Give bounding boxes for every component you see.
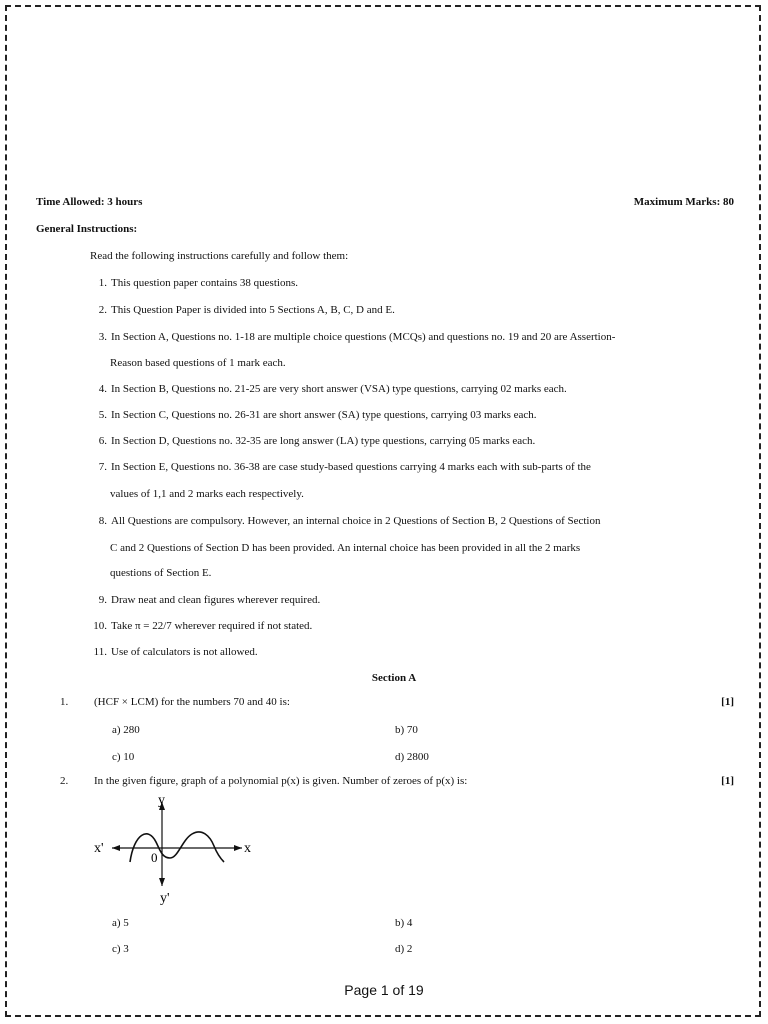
option-b[interactable]: b) 70 <box>395 724 418 736</box>
instruction-item <box>89 331 615 343</box>
instruction-number: 3. <box>98 331 107 343</box>
instruction-item <box>89 461 591 473</box>
instruction-number: 9. <box>98 594 107 606</box>
question-marks: [1] <box>721 775 734 787</box>
instruction-text-continued: values of 1,1 and 2 marks each respectively. <box>110 488 304 500</box>
option-a[interactable]: a) 5 <box>112 917 129 929</box>
option-d[interactable]: d) 2 <box>395 943 413 955</box>
instruction-number: 5. <box>98 409 107 421</box>
question-text: In the given figure, graph of a polynomial p(x) is given. Number of zeroes of p(x) is: <box>94 775 468 787</box>
option-c[interactable]: c) 10 <box>112 751 135 763</box>
instruction-item <box>89 409 537 421</box>
polynomial-graph-figure <box>90 790 270 908</box>
x-label: x <box>244 841 251 856</box>
instruction-item <box>89 646 258 658</box>
instruction-text: In Section D, Questions no. 32-35 are long answer (LA) type questions, carrying 05 marks each. <box>111 435 536 447</box>
instruction-text: All Questions are compulsory. However, an internal choice in 2 Questions of Section B, 2 Questions of Section <box>111 515 601 527</box>
instruction-text: In Section B, Questions no. 21-25 are very short answer (VSA) type questions, carrying 02 marks each. <box>111 383 567 395</box>
instruction-text: In Section A, Questions no. 1-18 are multiple choice questions (MCQs) and questions no. 19 and 20 are Assertion- <box>111 331 616 343</box>
option-a[interactable]: a) 280 <box>112 724 140 736</box>
instruction-number: 11. <box>93 646 107 658</box>
question-number: 1. <box>60 696 69 708</box>
y-axis-bottom-arrow <box>159 878 165 886</box>
instruction-number: 8. <box>98 515 107 527</box>
question-marks: [1] <box>721 696 734 708</box>
option-d[interactable]: d) 2800 <box>395 751 429 763</box>
instruction-text-continued: Reason based questions of 1 mark each. <box>110 357 286 369</box>
time-allowed: Time Allowed: 3 hours <box>36 196 143 208</box>
instruction-item <box>89 515 600 527</box>
instruction-item <box>89 383 567 395</box>
instruction-item <box>89 277 298 289</box>
instruction-text: In Section C, Questions no. 26-31 are short answer (SA) type questions, carrying 03 marks each. <box>111 409 537 421</box>
question-number: 2. <box>60 775 69 787</box>
instruction-text: This Question Paper is divided into 5 Sections A, B, C, D and E. <box>111 304 395 316</box>
x-prime-label: x' <box>94 841 104 856</box>
instruction-item <box>89 304 395 316</box>
x-axis-right-arrow <box>234 845 242 851</box>
instruction-item <box>89 620 312 632</box>
instruction-number: 4. <box>98 383 107 395</box>
y-prime-label: y' <box>160 891 170 906</box>
instruction-number: 1. <box>98 277 107 289</box>
origin-label: 0 <box>151 850 158 865</box>
x-axis-left-arrow <box>112 845 120 851</box>
instruction-text: Take π = 22/7 wherever required if not stated. <box>111 620 313 632</box>
instruction-text: In Section E, Questions no. 36-38 are case study-based questions carrying 4 marks each with sub-parts of the <box>111 461 591 473</box>
page-number-footer: Page 1 of 19 <box>344 982 424 998</box>
question-text: (HCF × LCM) for the numbers 70 and 40 is: <box>94 696 290 708</box>
option-c[interactable]: c) 3 <box>112 943 129 955</box>
instructions-title: General Instructions: <box>36 223 138 235</box>
instruction-number: 10. <box>93 620 107 632</box>
instruction-number: 7. <box>98 461 107 473</box>
exam-header <box>36 196 734 208</box>
instruction-item <box>89 435 535 447</box>
instruction-text: Draw neat and clean figures wherever required. <box>111 594 321 606</box>
instruction-text: Use of calculators is not allowed. <box>111 646 258 658</box>
instructions-intro: Read the following instructions carefully and follow them: <box>90 250 349 262</box>
polynomial-curve <box>130 832 224 862</box>
maximum-marks: Maximum Marks: 80 <box>633 196 734 208</box>
option-b[interactable]: b) 4 <box>395 917 413 929</box>
instruction-number: 2. <box>98 304 107 316</box>
instruction-number: 6. <box>98 435 107 447</box>
instruction-text: This question paper contains 38 questions. <box>111 277 298 289</box>
y-label: y <box>158 793 165 808</box>
instruction-text-continued: C and 2 Questions of Section D has been provided. An internal choice has been provided in all the 2 marks <box>110 542 581 554</box>
instruction-item <box>89 594 320 606</box>
section-title: Section A <box>371 672 417 684</box>
instruction-text-continued: questions of Section E. <box>110 567 212 579</box>
